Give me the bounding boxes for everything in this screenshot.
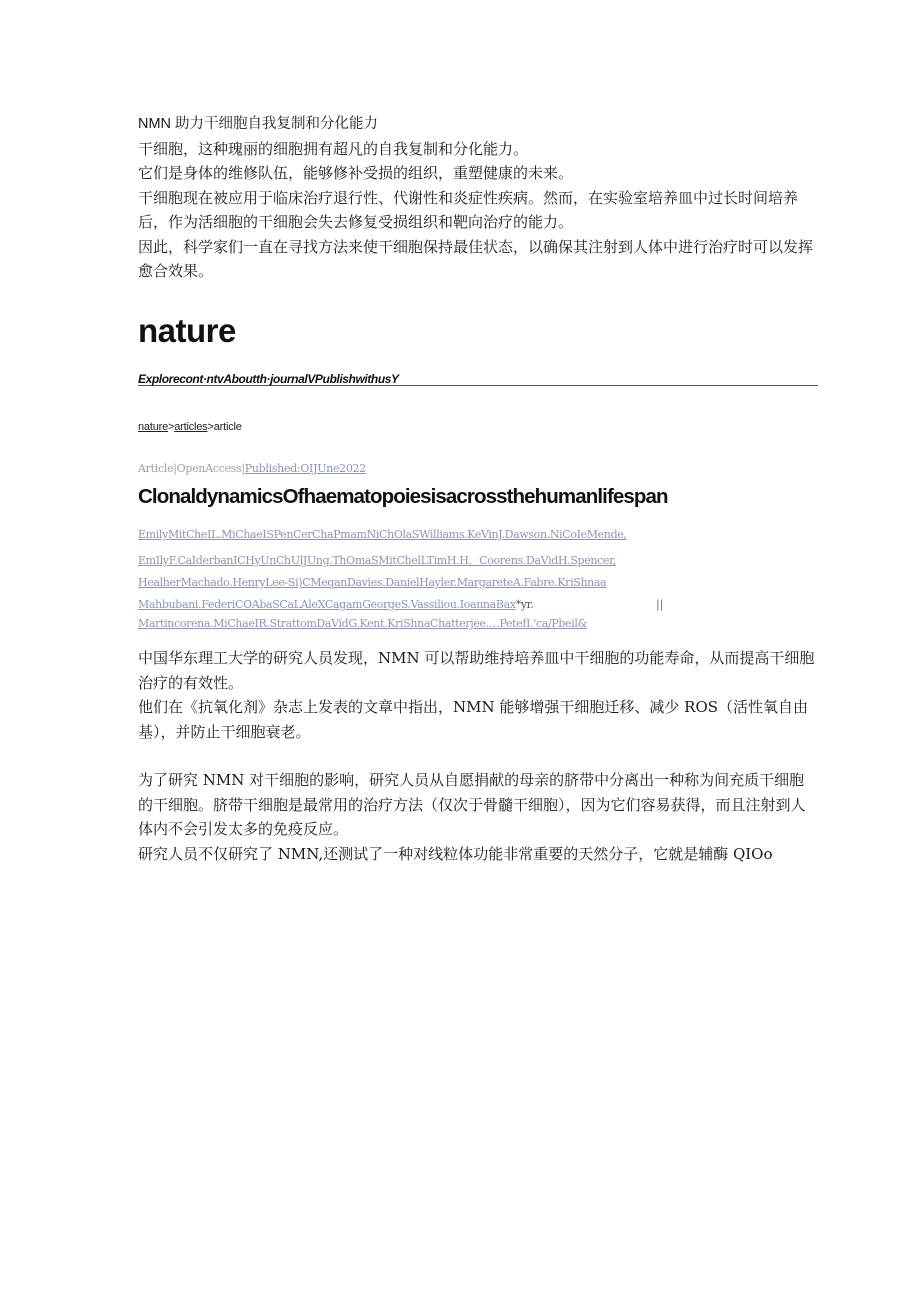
author-list-line — [138, 552, 818, 568]
body-paragraph: 为了研究 NMN 对干细胞的影响，研究人员从自愿捐献的母亲的脐带中分离出一种称为间充质干细胞的干细胞。脐带干细胞是最常用的治疗方法（仅次于骨髓干细胞），因为它们容易获得，而且注射到人体内不会引发太多的免疫反应。 — [138, 771, 806, 838]
author-list-line — [138, 576, 818, 589]
intro-line: 干细胞现在被应用于临床治疗退行性、代谢性和炎症性疾病。然而，在实验室培养皿中过长时间培养后，作为活细胞的干细胞会失去修复受损组织和靶向治疗的能力。 — [138, 188, 799, 231]
author-links[interactable]: EmilyMitCheIL.MiChaeISPenCerChaPmamNiChOlaSWilliams.KeVinJ.Dawson.NiCoIeMende, — [138, 528, 627, 541]
breadcrumb-articles-link[interactable]: articles — [174, 421, 208, 433]
author-links[interactable]: EmIlyF.CaIderbanICHyUnChUlJUng.ThOmaSMitChelLTimH.H．Coorens.DaVidH.Spencer, — [138, 554, 616, 567]
breadcrumb-separator: > — [207, 421, 214, 433]
paragraph-spacer — [138, 744, 818, 768]
article-meta — [138, 462, 366, 475]
intro-line: 它们是身体的维修队伍，能够修补受损的组织，重塑健康的未来。 — [138, 164, 574, 182]
journal-nav-bar — [138, 368, 818, 386]
body-paragraph: 研究人员不仅研究了 NMN,还测试了一种对线粒体功能非常重要的天然分子，它就是辅酶 QIOo — [138, 844, 773, 863]
intro-line: 因此，科学家们一直在寻找方法来使干细胞保持最佳状态，以确保其注射到人体中进行治疗时可以发挥愈合效果。 — [138, 237, 814, 280]
breadcrumb-nature-link[interactable]: nature — [138, 421, 168, 433]
author-links[interactable]: HealherMachado.HenryLee-Si)CMeqanDavies.DanielHayler.MargareteA.Fabre.KriShnaa — [138, 576, 607, 589]
breadcrumb-separator: > — [168, 421, 175, 433]
author-toggle-marker: || — [656, 598, 664, 611]
body-paragraph: 中国华东理工大学的研究人员发现，NMN 可以帮助维持培养皿中干细胞的功能寿命，从而提高干细胞治疗的有效性。 — [138, 649, 815, 692]
author-list-line — [138, 598, 818, 611]
intro-section — [138, 112, 818, 284]
breadcrumb — [138, 421, 242, 433]
journal-nav-menu[interactable]: Explorecont·ntvAboutth·journalVPublishwithusY — [138, 372, 399, 386]
author-links[interactable]: Martincorena.MiChaeIR.StrattomDaVidG.Kent.KriShnaChatterjee.…PetefI.'ca/Pbeil& — [138, 617, 587, 630]
article-type-label: Article|OpenAccess| — [138, 462, 245, 475]
journal-logo[interactable]: nature — [138, 312, 236, 349]
intro-line: 干细胞，这种瑰丽的细胞拥有超凡的自我复制和分化能力。 — [138, 139, 529, 158]
published-date-link[interactable]: Published:OIJUne2022 — [244, 462, 366, 475]
breadcrumb-current: article — [213, 421, 242, 433]
author-list-line — [138, 617, 818, 630]
body-section — [138, 646, 818, 866]
author-list-line — [138, 528, 818, 541]
body-paragraph: 他们在《抗氧化剂》杂志上发表的文章中指出，NMN 能够增强干细胞迁移、减少 ROS（活性氧自由基），并防止干细胞衰老。 — [138, 698, 809, 741]
intro-title: NMN 助力干细胞自我复制和分化能力 — [138, 116, 379, 132]
author-links[interactable]: Mahbubani.FederiCOAbaSCaLAleXCagamGeorgeS.Vassiliou.IoannaBax — [138, 598, 516, 611]
author-list-fragment: *yr. — [515, 598, 534, 611]
article-title: ClonaldynamicsOfhaematopoiesisacrossthehumanlifespan — [138, 485, 668, 508]
